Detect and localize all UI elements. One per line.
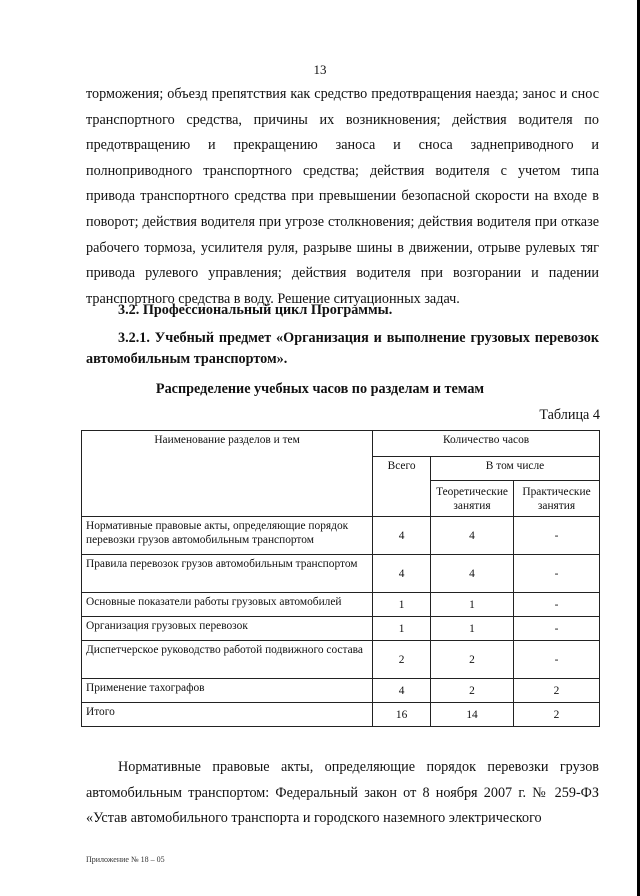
row-total: 1 <box>373 593 431 617</box>
table-row <box>82 679 600 703</box>
table-row <box>82 617 600 641</box>
table-title: Распределение учебных часов по разделам и темам <box>155 381 485 397</box>
footer-note: Приложение № 18 – 05 <box>86 855 165 864</box>
header-name: Наименование разделов и тем <box>82 431 373 517</box>
row-name: Правила перевозок грузов автомобильным транспортом <box>82 555 373 593</box>
row-total: 4 <box>373 555 431 593</box>
row-theory: 2 <box>431 679 514 703</box>
row-total: 1 <box>373 617 431 641</box>
row-practice: - <box>514 517 600 555</box>
table-row <box>82 555 600 593</box>
subject-heading: 3.2.1. Учебный предмет «Организация и выполнение грузовых перевозок автомобильным транспортом». <box>86 330 599 367</box>
paragraph-text: Нормативные правовые акты, определяющие порядок перевозки грузов автомобильным транспортом: Федеральный закон от 8 ноября 2007 г. № 259-ФЗ «Устав автомобильного транспорта и городского наземного электрического <box>86 759 599 827</box>
header-total: Всего <box>373 457 431 517</box>
table-row <box>82 593 600 617</box>
table-row <box>82 517 600 555</box>
row-theory: 4 <box>431 555 514 593</box>
row-total: 4 <box>373 517 431 555</box>
hours-table <box>81 430 600 727</box>
body-paragraph-bottom <box>86 755 599 832</box>
row-name: Нормативные правовые акты, определяющие порядок перевозки грузов автомобильным транспортом <box>82 517 373 555</box>
header-including: В том числе <box>431 457 600 481</box>
page-number: 13 <box>313 62 327 77</box>
row-total: 16 <box>373 703 431 727</box>
row-total: 2 <box>373 641 431 679</box>
header-hours: Количество часов <box>373 431 600 457</box>
row-total: 4 <box>373 679 431 703</box>
row-practice: - <box>514 617 600 641</box>
row-theory: 1 <box>431 617 514 641</box>
section-heading: 3.2. Профессиональный цикл Программы. <box>118 302 393 318</box>
row-theory: 1 <box>431 593 514 617</box>
table-row <box>82 641 600 679</box>
row-practice: 2 <box>514 703 600 727</box>
row-practice: - <box>514 555 600 593</box>
header-practice: Практические занятия <box>514 481 600 517</box>
row-name: Основные показатели работы грузовых автомобилей <box>82 593 373 617</box>
row-practice: 2 <box>514 679 600 703</box>
row-theory: 4 <box>431 517 514 555</box>
table-caption: Таблица 4 <box>539 407 600 423</box>
row-name: Применение тахографов <box>82 679 373 703</box>
row-name: Диспетчерское руководство работой подвижного состава <box>82 641 373 679</box>
row-practice: - <box>514 593 600 617</box>
row-practice: - <box>514 641 600 679</box>
row-name: Организация грузовых перевозок <box>82 617 373 641</box>
table-row-total <box>82 703 600 727</box>
row-theory: 14 <box>431 703 514 727</box>
row-name: Итого <box>82 703 373 727</box>
paragraph-text: торможения; объезд препятствия как средство предотвращения наезда; занос и снос транспортного средства, причины их возникновения; действия водителя по предотвращению и прекращению заноса и сноса заднеприводного и полноприводного транспортного средства; действия водителя с учетом типа привода транспортного средства при превышении безопасной скорости на входе в поворот; действия водителя при угрозе столкновения; действия водителя при отказе рабочего тормоза, усилителя руля, разрыве шины в движении, отрыве рулевых тяг привода рулевого управления; действия водителя при возгорании и падении транспортного средства в воду. Решение ситуационных задач. <box>86 86 599 307</box>
row-theory: 2 <box>431 641 514 679</box>
body-paragraph-top <box>86 82 599 312</box>
header-theory: Теоретические занятия <box>431 481 514 517</box>
